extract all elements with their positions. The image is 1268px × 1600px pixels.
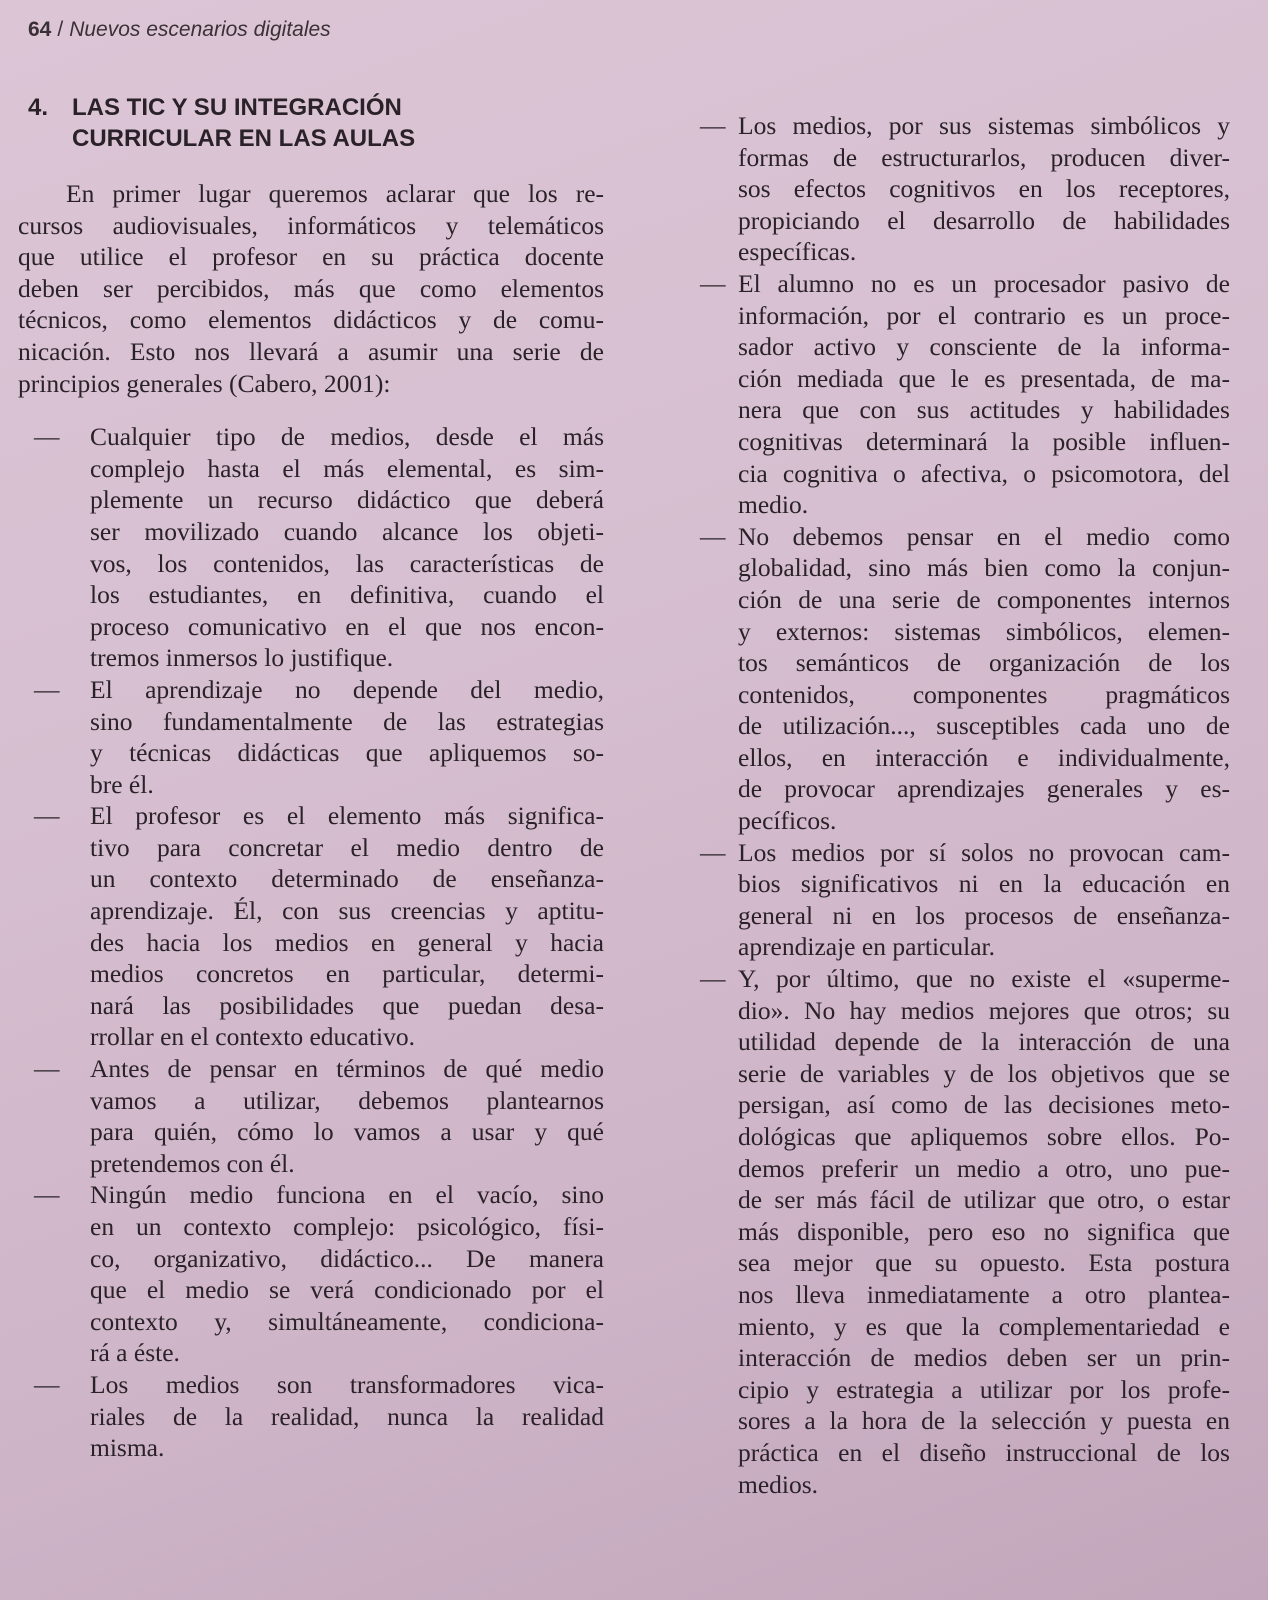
text-line: específicas. — [738, 237, 857, 267]
text-line: medios. — [738, 1469, 819, 1499]
text-line: información, por el contrario es un proce- — [738, 300, 1230, 330]
text-line: Y, por último, que no existe el «superme- — [738, 964, 1230, 994]
em-dash-bullet: — — [34, 422, 60, 452]
left-column — [18, 178, 604, 1464]
text-line: principios generales (Cabero, 2001): — [18, 368, 391, 398]
text-line: cipio y estrategia a utilizar por los profe- — [738, 1374, 1230, 1404]
text-line: sos efectos cognitivos en los receptores, — [738, 174, 1230, 204]
text-line: contexto y, simultáneamente, condiciona- — [90, 1306, 604, 1336]
list-item — [18, 421, 604, 674]
text-line: ser movilizado cuando alcance los objeti- — [90, 516, 604, 546]
text-line: Cualquier tipo de medios, desde el más — [90, 422, 604, 452]
text-line: nos lleva inmediatamente a otro plantea- — [738, 1279, 1230, 1309]
text-line: des hacia los medios en general y hacia — [90, 927, 604, 957]
text-line: ción mediada que le es presentada, de ma- — [738, 363, 1230, 393]
list-item — [18, 800, 604, 1053]
em-dash-bullet: — — [700, 111, 726, 140]
text-line: persigan, así como de las decisiones meto- — [738, 1090, 1230, 1120]
text-line: dio». No hay medios mejores que otros; su — [738, 995, 1230, 1025]
text-line: cia cognitiva o afectiva, o psicomotora, del — [738, 458, 1230, 488]
list-item — [700, 268, 1230, 521]
text-line: cursos audiovisuales, informáticos y telemáticos — [18, 210, 604, 240]
header-separator: / — [57, 18, 64, 41]
text-line: aprendizaje. Él, con sus creencias y aptitu- — [90, 896, 604, 926]
text-line: Los medios por sí solos no provocan cam- — [738, 837, 1230, 867]
text-line: medios concretos en particular, determi- — [90, 959, 604, 989]
text-line: de utilización..., susceptibles cada uno de — [738, 711, 1230, 741]
text-line: Los medios son transformadores vica- — [90, 1369, 604, 1399]
text-line: globalidad, sino más bien como la conjun- — [738, 553, 1230, 583]
text-line: y externos: sistemas simbólicos, elemen- — [738, 616, 1230, 646]
text-line: que el medio se verá condicionado por el — [90, 1275, 604, 1305]
em-dash-bullet: — — [34, 674, 60, 704]
text-line: El profesor es el elemento más significa- — [90, 801, 604, 831]
text-line: riales de la realidad, nunca la realidad — [90, 1401, 604, 1431]
list-item — [700, 521, 1230, 837]
text-line: pretendemos con él. — [90, 1148, 295, 1178]
text-line: los estudiantes, en definitiva, cuando el — [90, 580, 604, 610]
text-line: nera que con sus actitudes y habilidades — [738, 395, 1230, 425]
text-line: misma. — [90, 1433, 165, 1463]
em-dash-bullet: — — [700, 521, 726, 551]
text-line: ellos, en interacción e individualmente, — [738, 742, 1230, 772]
text-line: demos preferir un medio a otro, uno pue- — [738, 1153, 1230, 1183]
text-line: nicación. Esto nos llevará a asumir una serie de — [18, 336, 604, 366]
text-line: Ningún medio funciona en el vacío, sino — [90, 1180, 604, 1210]
text-line: cognitivas determinará la posible influen- — [738, 426, 1230, 456]
text-line: Los medios, por sus sistemas simbólicos y — [738, 111, 1230, 140]
em-dash-bullet: — — [700, 964, 726, 994]
text-line: dológicas que apliquemos sobre ellos. Po- — [738, 1122, 1230, 1151]
text-line: formas de estructurarlos, producen diver- — [738, 142, 1230, 172]
list-item — [18, 1369, 604, 1464]
text-line: contenidos, componentes pragmáticos — [738, 679, 1230, 709]
text-line: técnicos, como elementos didácticos y de comu- — [18, 305, 604, 335]
list-item — [18, 1053, 604, 1179]
list-item — [700, 110, 1230, 268]
list-item — [18, 1179, 604, 1369]
text-line: rá a éste. — [90, 1338, 180, 1368]
text-line: co, organizativo, didáctico... De manera — [90, 1243, 604, 1273]
text-line: práctica en el diseño instruccional de los — [738, 1437, 1230, 1467]
section-number: 4. — [28, 94, 49, 121]
text-line: proceso comunicativo en el que nos encon- — [90, 611, 604, 641]
em-dash-bullet: — — [34, 801, 60, 831]
text-line: miento, y es que la complementariedad e — [738, 1311, 1230, 1341]
left-list — [18, 421, 604, 1464]
text-line: un contexto determinado de enseñanza- — [90, 864, 604, 894]
section-title-line-2: CURRICULAR EN LAS AULAS — [72, 125, 416, 152]
text-line: de provocar aprendizajes generales y es- — [738, 774, 1230, 804]
list-item — [700, 837, 1230, 963]
text-line: general ni en los procesos de enseñanza- — [738, 900, 1230, 930]
text-line: de ser más fácil de utilizar que otro, o estar — [738, 1185, 1230, 1215]
text-line: bre él. — [90, 769, 154, 799]
text-line: sea mejor que su opuesto. Esta postura — [738, 1248, 1230, 1278]
text-line: sores a la hora de la selección y puesta en — [738, 1406, 1230, 1436]
text-line: utilidad depende de la interacción de una — [738, 1027, 1230, 1057]
text-line: bios significativos ni en la educación en — [738, 869, 1230, 899]
text-line: Antes de pensar en términos de qué medio — [90, 1054, 604, 1084]
em-dash-bullet: — — [34, 1054, 60, 1084]
em-dash-bullet: — — [700, 268, 726, 298]
text-line: tivo para concretar el medio dentro de — [90, 832, 604, 862]
right-list — [700, 110, 1230, 1500]
text-line: tremos inmersos lo justifique. — [90, 643, 394, 673]
right-column — [700, 110, 1230, 1500]
text-line: propiciando el desarrollo de habilidades — [738, 205, 1230, 235]
em-dash-bullet: — — [34, 1369, 60, 1399]
page-number: 64 — [28, 18, 52, 41]
text-line: sador activo y consciente de la informa- — [738, 332, 1230, 362]
text-line: El alumno no es un procesador pasivo de — [738, 268, 1230, 298]
text-line: pecíficos. — [738, 806, 837, 836]
text-line: vos, los contenidos, las características de — [90, 548, 604, 578]
list-item — [18, 674, 604, 800]
text-line: para quién, cómo lo vamos a usar y qué — [90, 1117, 604, 1147]
text-line: nará las posibilidades que puedan desa- — [90, 990, 604, 1020]
text-line: en un contexto complejo: psicológico, físi- — [90, 1212, 604, 1241]
section-title-line-1: LAS TIC Y SU INTEGRACIÓN — [72, 94, 402, 121]
running-header — [28, 18, 331, 42]
text-line: más disponible, pero eso no significa que — [738, 1216, 1230, 1246]
text-line: que utilice el profesor en su práctica docente — [18, 242, 604, 272]
book-title: Nuevos escenarios digitales — [69, 18, 331, 41]
text-line: sino fundamentalmente de las estrategias — [90, 706, 604, 736]
text-line: vamos a utilizar, debemos plantearnos — [90, 1085, 604, 1115]
text-line: interacción de medios deben ser un prin- — [738, 1343, 1230, 1373]
text-line: ción de una serie de componentes internos — [738, 584, 1230, 614]
text-line: En primer lugar queremos aclarar que los re- — [66, 179, 604, 208]
text-line: deben ser percibidos, más que como elementos — [18, 273, 604, 303]
text-line: El aprendizaje no depende del medio, — [90, 674, 604, 704]
em-dash-bullet: — — [700, 837, 726, 867]
text-line: serie de variables y de los objetivos que se — [738, 1058, 1230, 1088]
text-line: tos semánticos de organización de los — [738, 648, 1230, 678]
list-item — [700, 963, 1230, 1500]
text-line: aprendizaje en particular. — [738, 932, 995, 962]
text-line: complejo hasta el más elemental, es sim- — [90, 453, 604, 483]
text-line: y técnicas didácticas que apliquemos so- — [90, 738, 604, 768]
text-line: plemente un recurso didáctico que deberá — [90, 485, 604, 515]
em-dash-bullet: — — [34, 1180, 60, 1210]
text-line: medio. — [738, 490, 809, 520]
section-heading — [28, 92, 415, 154]
text-line: rrollar en el contexto educativo. — [90, 1022, 415, 1052]
intro-paragraph — [18, 178, 604, 399]
text-line: No debemos pensar en el medio como — [738, 521, 1230, 551]
